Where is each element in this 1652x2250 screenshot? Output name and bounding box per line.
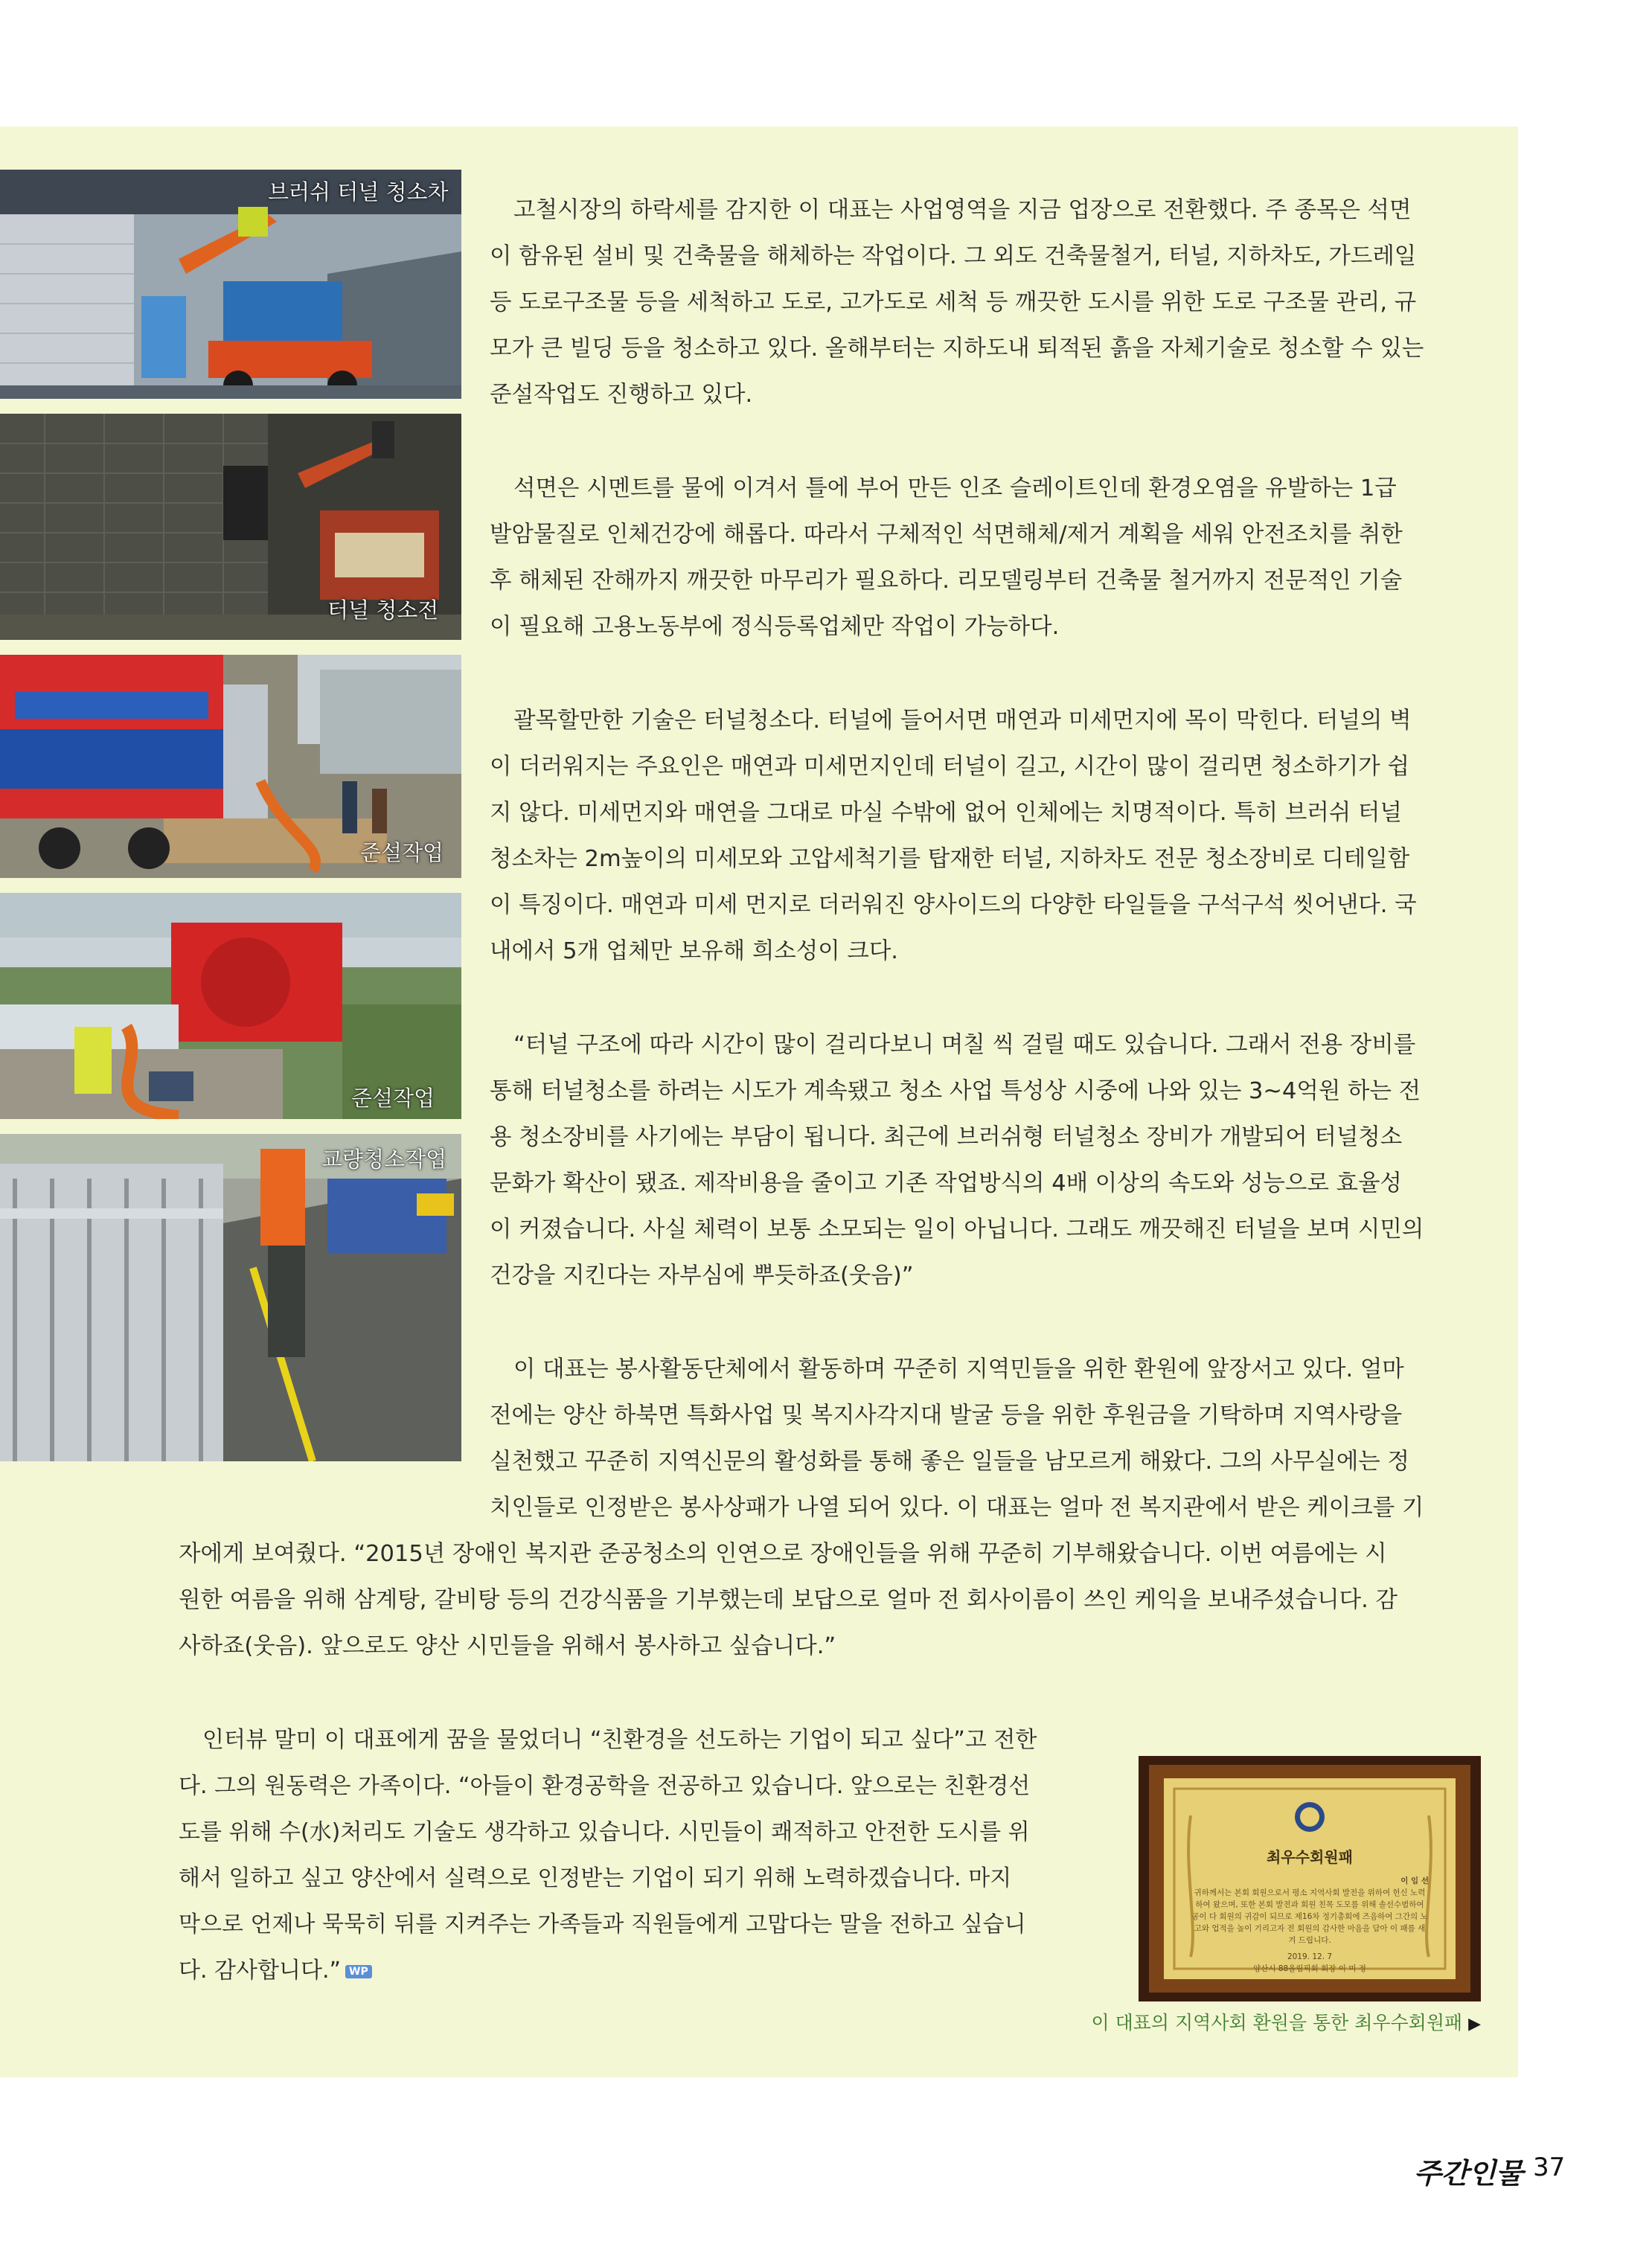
text-line: 이 필요해 고용노동부에 정식등록업체만 작업이 가능하다. [490,614,1060,640]
text-line: 등 도로구조물 등을 세척하고 도로, 고가도로 세척 등 깨끗한 도시를 위한 도로 구조물 관리, 규 [490,289,1417,315]
text-line: 원한 여름을 위해 삼계탕, 갈비탕 등의 건강식품을 기부했는데 보답으로 얼마 전 회사이름이 쓰인 케익을 보내주셨습니다. 감 [179,1587,1398,1613]
text-line: 이 특징이다. 매연과 미세 먼지로 더러워진 양사이드의 다양한 타일들을 구석구석 씻어낸다. 국 [490,892,1417,918]
photo-caption-dredging-truck: 준설작업 [360,840,444,865]
photo-bridge-cleaning [0,1134,461,1461]
photo-caption-dredging-street: 준설작업 [351,1086,435,1111]
paragraph-4-quote [490,1022,1484,1299]
photo-caption-bridge-cleaning: 교량청소작업 [321,1147,447,1172]
text-line: 괄목할만한 기술은 터널청소다. 터널에 들어서면 매연과 미세먼지에 목이 막힌다. 터널의 벽 [513,708,1412,734]
text-line: 도를 위해 수(水)처리도 기술도 생각하고 있습니다. 시민들이 쾌적하고 안전한 도시를 위 [179,1819,1030,1845]
text-line: 건강을 지킨다는 자부심에 뿌듯하죠(웃음)” [490,1263,914,1289]
text-line: 이 더러워지는 주요인은 매연과 미세먼지인데 터널이 길고, 시간이 많이 걸리면 청소하기가 쉽 [490,754,1409,780]
text-line: 인터뷰 말미 이 대표에게 꿈을 물었더니 “친환경을 선도하는 기업이 되고 싶다”고 전한 [202,1727,1037,1753]
text-line: “터널 구조에 따라 시간이 많이 걸리다보니 며칠 씩 걸릴 때도 있습니다. 그래서 전용 장비를 [513,1032,1416,1058]
text-line: 막으로 언제나 묵묵히 뒤를 지켜주는 가족들과 직원들에게 고맙다는 말을 전하고 싶습니 [179,1911,1026,1938]
paragraph-6 [179,1717,1112,1994]
magazine-logo: 주간인물 [1414,2156,1523,2190]
text-line: 고철시장의 하락세를 감지한 이 대표는 사업영역을 지금 업장으로 전환했다. 주 종목은 석면 [513,197,1412,223]
text-line: 실천했고 꾸준히 지역신문의 활성화를 통해 좋은 일들을 남모르게 해왔다. 그의 사무실에는 정 [490,1449,1409,1475]
text-line: 내에서 5개 업체만 보유해 희소성이 크다. [490,938,898,964]
text-line: 자에게 보여줬다. “2015년 장애인 복지관 준공청소의 인연으로 장애인들을 위해 꾸준히 기부해왔습니다. 이번 여름에는 시 [179,1541,1387,1567]
photo-caption-tunnel-before-cleaning: 터널 청소전 [327,597,439,623]
closing-text: 다. 감사합니다.” [179,1958,342,1984]
text-line: 해서 일하고 싶고 양산에서 실력으로 인정받는 기업이 되기 위해 노력하겠습니다. 마지 [179,1865,1012,1891]
paragraph-5-continued [179,1531,1484,1670]
paragraph-5 [490,1347,1484,1531]
text-line: 용 청소장비를 사기에는 부담이 됩니다. 최근에 브러쉬형 터널청소 장비가 개발되어 터널청소 [490,1124,1403,1150]
text-line: 석면은 시멘트를 물에 이겨서 틀에 부어 만든 인조 슬레이트인데 환경오염을 유발하는 1급 [513,475,1397,501]
plaque-date: 2019. 12. 7 [1287,1952,1333,1961]
plaque-photo-caption [647,2008,1481,2035]
text-line: 발암물질로 인체건강에 해롭다. 따라서 구체적인 석면해체/제거 계획을 세워 안전조치를 취한 [490,522,1403,548]
paragraph-3 [490,698,1484,975]
end-mark-badge: WP [345,1965,372,1978]
text-line: 이 대표는 봉사활동단체에서 활동하며 꾸준히 지역민들을 위한 환원에 앞장서고 있다. 얼마 [513,1356,1404,1382]
text-line: 이 함유된 설비 및 건축물을 해체하는 작업이다. 그 외도 건축물철거, 터널, 지하차도, 가드레일 [490,243,1417,269]
text-line [179,1948,1112,1994]
text-line: 다. 그의 원동력은 가족이다. “아들이 환경공학을 전공하고 있습니다. 앞으로는 친환경선 [179,1773,1031,1799]
paragraph-2 [490,466,1484,650]
text-line: 치인들로 인정받은 봉사상패가 나열 되어 있다. 이 대표는 얼마 전 복지관에서 받은 케이크를 기 [490,1495,1424,1521]
text-line: 통해 터널청소를 하려는 시도가 계속됐고 청소 사업 특성상 시중에 나와 있는 3~4억원 하는 전 [490,1078,1421,1104]
text-line: 모가 큰 빌딩 등을 청소하고 있다. 올해부터는 지하도내 퇴적된 흙을 자체기술로 청소할 수 있는 [490,336,1424,362]
triangle-right-icon: ▶ [1468,2015,1481,2033]
text-line: 후 해체된 잔해까지 깨끗한 마무리가 필요하다. 리모델링부터 건축물 철거까지 전문적인 기술 [490,568,1403,594]
text-line: 지 않다. 미세먼지와 매연을 그대로 마실 수밖에 없어 인체에는 치명적이다. 특히 브러쉬 터널 [490,800,1402,826]
plaque-issuer: 양산시 88올림픽회 회장 이 미 정 [1253,1964,1366,1973]
text-line: 청소차는 2m높이의 미세모와 고압세척기를 탑재한 터널, 지하차도 전문 청소장비로 디테일함 [490,846,1410,872]
plaque-recipient: 이 임 선 [1400,1876,1429,1885]
paragraph-1 [490,188,1484,418]
text-line: 이 커졌습니다. 사실 체력이 보통 소모되는 일이 아닙니다. 그래도 깨끗해진 터널을 보며 시민의 [490,1217,1424,1243]
page-number: 37 [1533,2153,1566,2182]
text-line: 사하죠(웃음). 앞으로도 양산 시민들을 위해서 봉사하고 싶습니다.” [179,1633,836,1659]
award-plaque-photo [1139,1756,1481,2001]
text-line: 문화가 확산이 됐죠. 제작비용을 줄이고 기존 작업방식의 4배 이상의 속도와 성능으로 효율성 [490,1170,1402,1196]
plaque-title: 최우수회원패 [1267,1848,1353,1866]
text-line: 전에는 양산 하북면 특화사업 및 복지사각지대 발굴 등을 위한 후원금을 기탁하며 지역사랑을 [490,1403,1403,1429]
text-line: 준설작업도 진행하고 있다. [490,382,753,408]
plaque-photo-caption-text: 이 대표의 지역사회 환원을 통한 최우수회원패 [1091,2012,1463,2033]
plaque-body [1191,1875,1429,1975]
plaque-text: 귀하께서는 본회 회원으로서 평소 지역사회 발전을 위하여 헌신 노력하여 왔으며, 또한 본회 발전과 회원 친목 도모를 위해 솔선수범하여 공이 다 회원의 귀감이 되므로 제16차 정기총회에 즈음하여 그간의 노고와 업적을 높이 기리고자 전 회원의 감사한 마음을 담아 이 패를 새겨 드립니다. [1191,1888,1428,1945]
photo-caption-brush-tunnel-truck: 브러쉬 터널 청소차 [268,179,449,205]
